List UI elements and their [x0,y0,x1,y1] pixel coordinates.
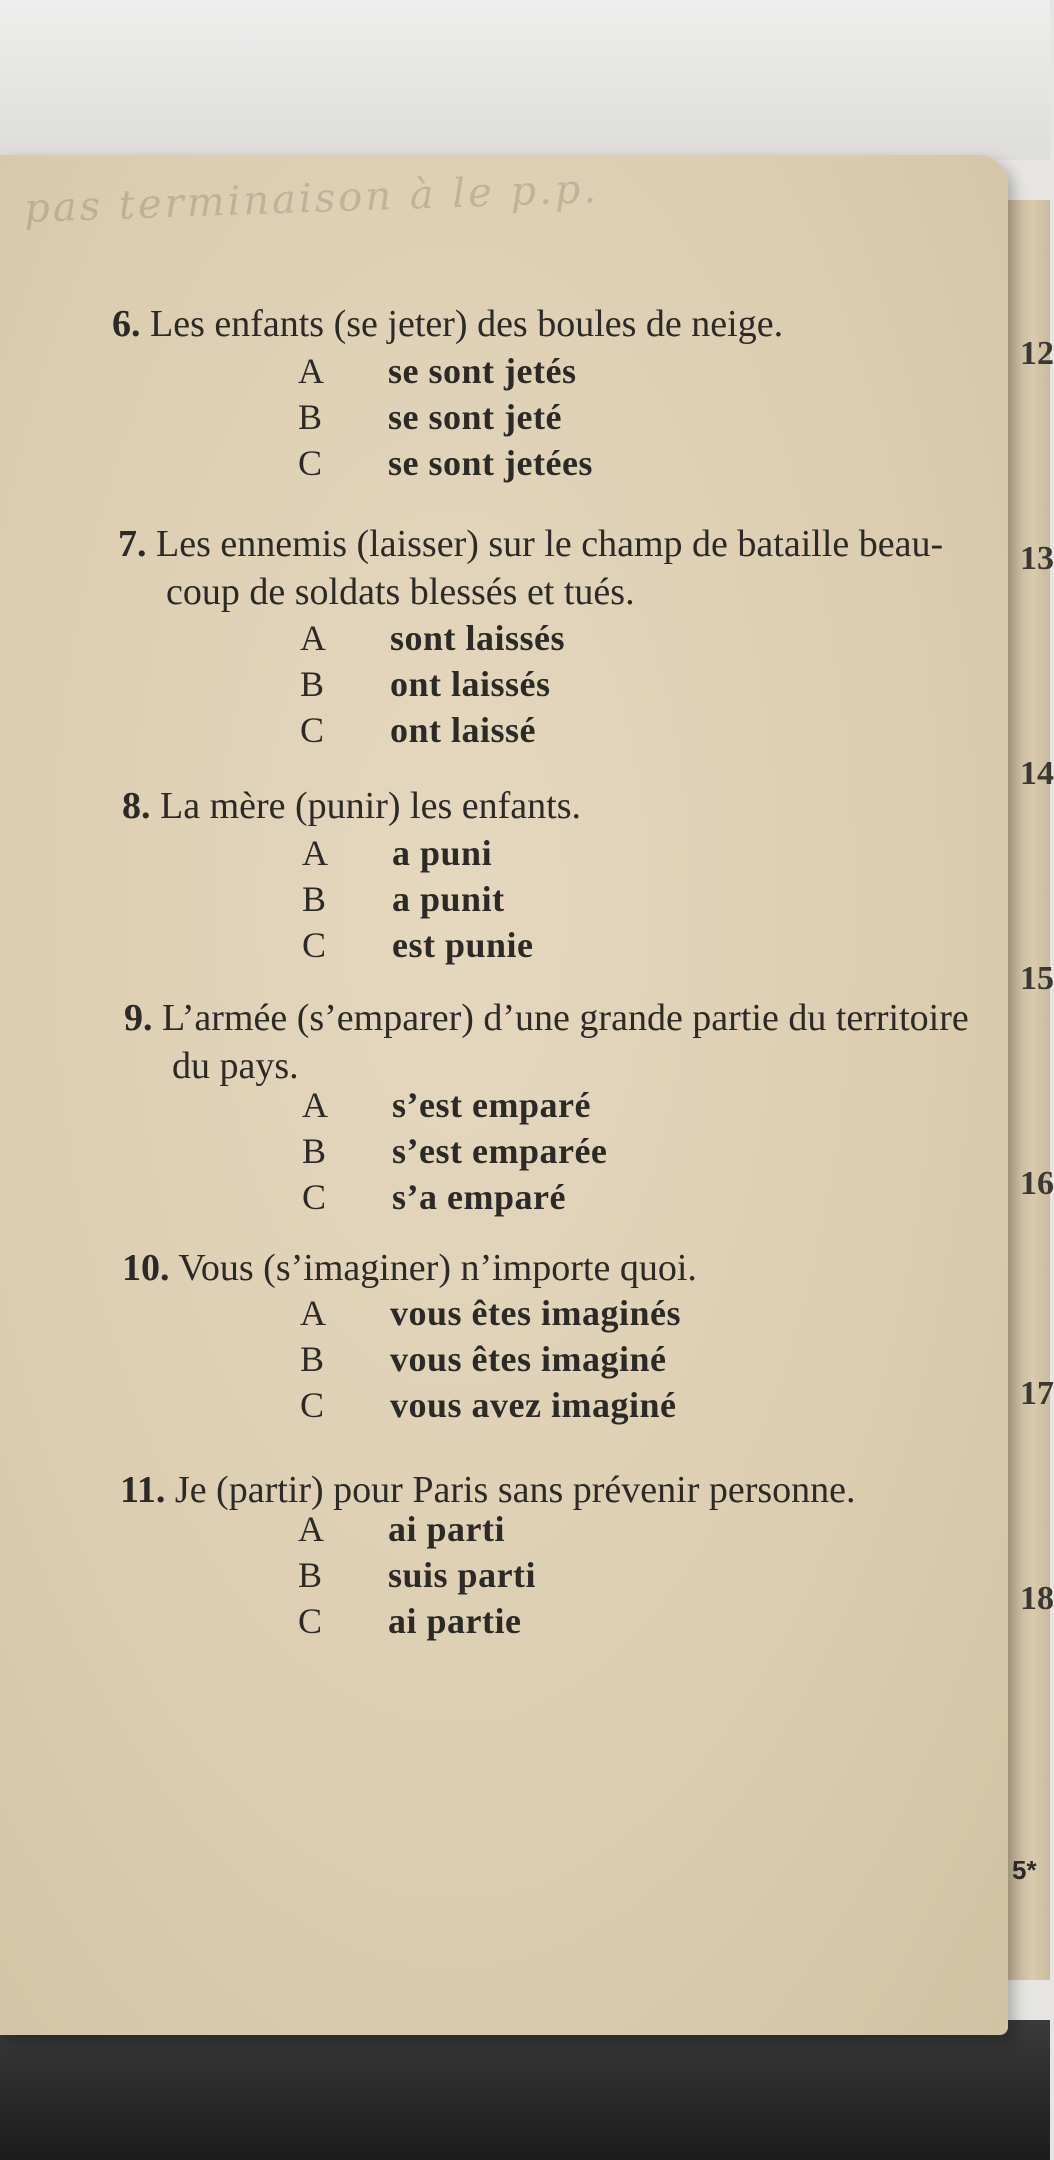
question-7 [118,520,943,616]
question-8 [122,782,581,830]
option-letter: C [298,1601,323,1641]
option-letter: B [302,1131,327,1171]
edge-number: 15 [1020,960,1054,997]
option-answer: vous avez imaginé [390,1385,677,1425]
question-text-continuation: du pays. [172,1045,299,1087]
options-11 [298,1506,536,1644]
option-letter: C [298,443,323,483]
option-a [298,348,593,394]
question-number: 7. [118,523,147,565]
option-b [302,876,534,922]
options-8 [302,830,534,968]
edge-number: 12 [1020,335,1054,372]
option-c [298,440,593,486]
option-b [298,394,593,440]
question-6 [112,300,783,348]
option-answer: s’est emparé [392,1085,591,1125]
option-answer: est punie [392,925,534,965]
option-answer: vous êtes imaginé [390,1339,667,1379]
option-letter: B [300,664,325,704]
option-letter: A [300,618,326,658]
edge-number: 17 [1020,1375,1054,1412]
option-letter: C [302,1177,327,1217]
option-letter: A [302,1085,328,1125]
option-answer: ai parti [388,1509,505,1549]
options-7 [300,615,565,753]
option-answer: se sont jeté [388,397,562,437]
edge-number: 14 [1020,755,1054,792]
option-b [300,1336,681,1382]
question-text: Les enfants (se jeter) des boules de neige. [150,303,784,345]
option-c [302,922,534,968]
option-c [300,707,565,753]
option-answer: vous êtes imaginés [390,1293,681,1333]
page-number: 5* [1012,1855,1037,1885]
options-9 [302,1082,607,1220]
option-letter: C [300,1385,325,1425]
option-letter: A [298,1509,324,1549]
question-number: 10. [122,1247,170,1289]
options-6 [298,348,593,486]
option-letter: C [302,925,327,965]
option-a [298,1506,536,1552]
option-letter: A [298,351,324,391]
option-c [302,1174,607,1220]
edge-number: 13 [1020,540,1054,577]
question-text: La mère (punir) les enfants. [160,785,581,827]
option-a [300,1290,681,1336]
question-text: Vous (s’imaginer) n’importe quoi. [178,1247,697,1289]
option-letter: B [302,879,327,919]
option-b [300,661,565,707]
question-number: 9. [124,997,153,1039]
option-a [300,615,565,661]
background-top [0,0,1050,160]
question-text: Je (partir) pour Paris sans prévenir personne. [174,1469,856,1511]
question-number: 8. [122,785,151,827]
option-answer: suis parti [388,1555,537,1595]
question-number: 11. [120,1469,166,1511]
edge-number: 18 [1020,1580,1054,1617]
question-text: L’armée (s’emparer) d’une grande partie du territoire [162,997,969,1039]
question-10 [122,1244,697,1292]
option-answer: s’est emparée [392,1131,608,1171]
option-b [302,1128,607,1174]
edge-number: 16 [1020,1165,1054,1202]
option-letter: A [302,833,328,873]
option-letter: B [300,1339,325,1379]
next-page-edge [1008,200,1050,1980]
option-a [302,1082,607,1128]
option-answer: ai partie [388,1601,522,1641]
option-c [300,1382,681,1428]
option-answer: se sont jetées [388,443,593,483]
option-answer: sont laissés [390,618,566,658]
question-number: 6. [112,303,141,345]
option-a [302,830,534,876]
option-answer: s’a emparé [392,1177,566,1217]
option-letter: B [298,1555,323,1595]
option-answer: ont laissés [390,664,551,704]
question-text-continuation: coup de soldats blessés et tués. [166,571,635,613]
question-text: Les ennemis (laisser) sur le champ de bataille beau- [156,523,944,565]
option-answer: a punit [392,879,505,919]
options-10 [300,1290,681,1428]
handwritten-note: pas terminaison à le p.p. [23,165,600,233]
option-letter: A [300,1293,326,1333]
option-answer: ont laissé [390,710,537,750]
question-9 [124,994,969,1090]
option-b [298,1552,536,1598]
option-answer: se sont jetés [388,351,577,391]
option-answer: a puni [392,833,493,873]
option-letter: C [300,710,325,750]
background-bottom [0,2020,1050,2160]
option-c [298,1598,536,1644]
option-letter: B [298,397,323,437]
